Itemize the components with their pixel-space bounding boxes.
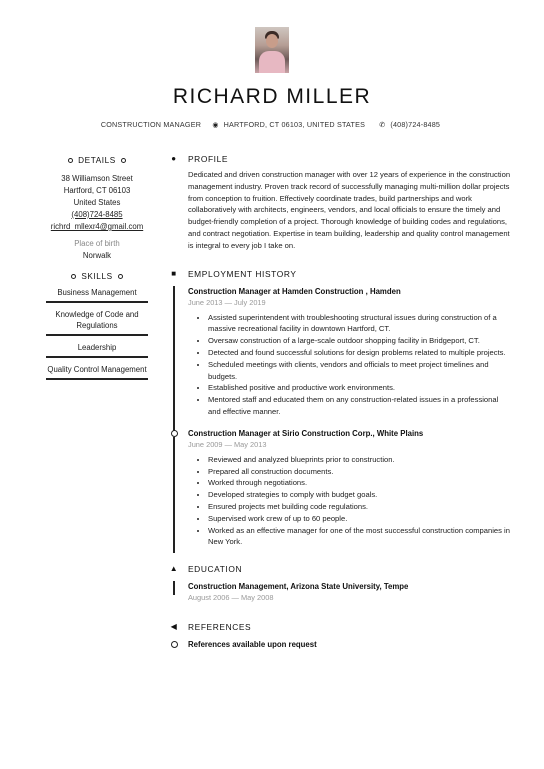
list-item: • Reviewed and analyzed blueprints prior to construction.: [208, 454, 512, 466]
skill-level-bar: [46, 301, 148, 303]
address-street: 38 Williamson Street: [61, 174, 133, 183]
list-item: • Scheduled meetings with clients, vendors and officials to meet project timelines and budgets.: [208, 359, 512, 383]
phone-link[interactable]: (408)724-8485: [71, 210, 123, 219]
skill-item: Quality Control Management: [47, 365, 147, 374]
email-link[interactable]: richrd_mllexr4@gmail.com: [50, 222, 144, 231]
list-item: • Oversaw construction of a large-scale outdoor shopping facility in Bridgeport, CT.: [208, 335, 512, 347]
location: ◉ HARTFORD, CT 06103, UNITED STATES: [212, 120, 366, 129]
employment-heading: ■ EMPLOYMENT HISTORY: [166, 267, 512, 281]
contact-line: [0, 120, 544, 129]
list-item: • Worked as an effective manager for one of the most successful construction companies in New York.: [208, 525, 512, 549]
skills-heading: SKILLS: [40, 271, 154, 283]
job-dates: June 2009 — May 2013: [188, 439, 267, 449]
job-title: Construction Manager at Hamden Construction , Hamden: [188, 286, 401, 296]
skill-item: Knowledge of Code and Regulations: [55, 310, 139, 330]
right-column: [166, 152, 512, 650]
skill-item: Leadership: [77, 343, 117, 352]
references-heading: ◀ REFERENCES: [166, 620, 512, 634]
details-heading: DETAILS: [40, 155, 154, 167]
person-icon: ●: [171, 154, 177, 163]
job-title: CONSTRUCTION MANAGER: [100, 120, 202, 129]
references-text: References available upon request: [188, 640, 317, 650]
education-title: Construction Management, Arizona State University, Tempe: [188, 582, 409, 592]
education-heading: ▲ EDUCATION: [169, 564, 243, 575]
job-bullets: [188, 312, 512, 418]
profile-heading: ● PROFILE: [166, 152, 512, 166]
skills-list: [40, 285, 154, 380]
phone-icon: ✆: [379, 122, 386, 129]
skill-level-bar: [46, 378, 148, 380]
list-item: • Mentored staff and educated them on any construction-related issues in a professional and effective manner.: [208, 394, 512, 418]
timeline-line: [173, 581, 175, 595]
list-item: • Ensured projects met building code regulations.: [208, 501, 512, 513]
skill-item: Business Management: [57, 288, 137, 297]
education-timeline: [166, 581, 512, 604]
list-item: • Prepared all construction documents.: [208, 466, 512, 478]
job-bullets: [188, 454, 512, 548]
skill-level-bar: [46, 334, 148, 336]
job-title: Construction Manager at Sirio Construction Corp., White Plains: [188, 428, 424, 438]
briefcase-icon: ■: [171, 268, 177, 278]
left-column: [40, 155, 154, 384]
graduation-cap-icon: ▲: [169, 564, 179, 574]
list-item: • Established positive and productive work environments.: [208, 382, 512, 394]
address-city: Hartford, CT 06103: [63, 186, 131, 195]
timeline-dot: [171, 641, 178, 648]
list-item: • Developed strategies to comply with budget goals.: [208, 489, 512, 501]
profile-text: Dedicated and driven construction manager with over 12 years of experience in the construction management industry. Proven track record of successfully managing multi-million dollar projects from conception to fruition. Effectively coordinate trades, build partnerships and work collaboratively with architects, engineers, vendors, and local officials to ensure the timely and budget-friendly completion of a project. Thorough knowledge of building codes and regulations, and contract negotiation. Expertise in team building, leadership and quality control management is integral to every job I take on.: [188, 170, 511, 250]
timeline-line: [173, 286, 175, 432]
employment-timeline-2: [166, 428, 512, 548]
megaphone-icon: ◀: [170, 622, 178, 632]
timeline-line: [173, 437, 175, 553]
list-item: • Detected and found successful solutions for design problems related to multiple projects.: [208, 347, 512, 359]
job-dates: June 2013 — July 2019: [188, 297, 266, 307]
profile-photo: [255, 27, 289, 73]
place-of-birth: Norwalk: [82, 251, 112, 260]
education-dates: August 2006 — May 2008: [188, 593, 274, 603]
candidate-name: RICHARD MILLER: [172, 85, 372, 108]
employment-timeline: [166, 286, 512, 418]
list-item: • Worked through negotiations.: [208, 477, 512, 489]
location-pin-icon: ◉: [212, 122, 219, 129]
phone: ✆ (408)724-8485: [379, 120, 441, 129]
address-country: United States: [73, 198, 121, 207]
timeline-dot: [171, 430, 178, 437]
list-item: • Assisted superintendent with troubleshooting structural issues during construction of a massive recreational facility in downtown Hartford, CT.: [208, 312, 512, 336]
place-of-birth-label: Place of birth: [74, 239, 120, 248]
list-item: • Supervised work crew of up to 60 people.: [208, 513, 512, 525]
skill-level-bar: [46, 356, 148, 358]
references-timeline: [166, 639, 512, 650]
